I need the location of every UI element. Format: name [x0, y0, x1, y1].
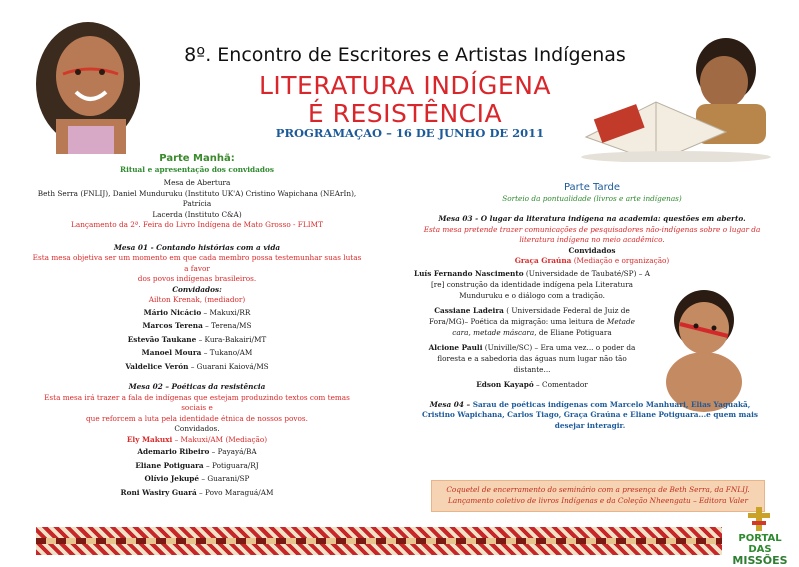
mediator-role: – Makuxi/AM (Mediação) [172, 434, 268, 444]
speaker-talk: distante... [513, 364, 551, 374]
event-title: 8º. Encontro de Escritores e Artistas Indígenas [184, 44, 626, 66]
guest-name: Olívio Jekupé [144, 474, 200, 483]
guest-row [32, 459, 362, 473]
indigenous-pattern-border [36, 527, 722, 555]
guest-row [32, 333, 362, 347]
guest-row [32, 486, 362, 500]
guest-row [32, 346, 362, 360]
mesa04-line2: Cristino Wapichana, Carlos Tiago, Graça Graúna e Eliane Potiguara...e quem mais [422, 410, 758, 419]
speaker-name: Cassiane Ladeira [434, 305, 504, 315]
speaker-talk: Munduruku e o diálogo com a tradição. [459, 290, 605, 300]
afternoon-section [412, 183, 772, 431]
guest-people: – Payayá/BA [209, 447, 257, 456]
mesa04-line3: desejar interagir. [554, 420, 626, 430]
speaker-affiliation: ( Universidade Federal de Juiz de [503, 305, 630, 315]
mesa02-desc-1: Esta mesa irá trazer a fala de indígenas que estejam produzindo textos com temas sociais e [44, 392, 350, 412]
cross-icon [726, 505, 794, 533]
speaker-name: Alcione Pauli [428, 342, 483, 352]
speaker-talk: [re] construção da identidade indígena pela Literatura [430, 279, 634, 289]
mesa04 [412, 400, 768, 432]
guest-people: – Tukano/AM [201, 348, 253, 357]
guest-name: Valdelice Verón [125, 361, 189, 371]
mesa03-speakers [412, 268, 652, 390]
guest-row [32, 306, 362, 320]
speaker-talk-title: cara, metade máscara [452, 327, 535, 337]
guest-name: Mário Nicácio [143, 307, 202, 317]
speaker-affiliation: (Universidade de Taubaté/SP) – A [523, 268, 650, 278]
guest-name: Eliane Potiguara [135, 460, 204, 470]
mesa03-mediator [412, 256, 772, 267]
speaker-talk: floresta e a sabedoria das águas num lugar não tão [437, 353, 627, 363]
morning-title: Parte Manhã: [159, 153, 235, 164]
speaker-talk: Fora/MG)– Poética da migração: uma leitura de [429, 316, 607, 326]
speaker-talk-title: Metade [606, 316, 635, 326]
mesa01-guest-list [32, 306, 362, 374]
portal-das-missoes-logo [726, 505, 794, 567]
mesa03-title: Mesa 03 - O lugar da literatura indígena na academia: questões em aberto. [438, 214, 746, 223]
speaker-role: – Comentador [533, 379, 588, 389]
mediator-name: Graça Graúna [514, 256, 572, 265]
mesa04-label: Mesa 04 – [429, 399, 473, 409]
mesa02-mediator [32, 435, 362, 446]
mesa02-guests-label: Convidados. [174, 424, 220, 433]
closing-box [431, 480, 765, 512]
guest-people: – Potiguara/RJ [203, 460, 259, 470]
guest-people: – Kura-Bakairi/MT [196, 334, 267, 344]
guest-row [32, 445, 362, 459]
mesa02-title: Mesa 02 – Poéticas da resistência [128, 382, 266, 391]
speaker-name: Luís Fernando Nascimento [414, 268, 524, 278]
opening-table-label: Mesa de Abertura [163, 178, 231, 187]
guest-people: – Makuxi/RR [201, 307, 251, 317]
speaker-name: Edson Kayapó [476, 379, 534, 389]
mediator-role: (Mediação e organização) [571, 256, 670, 265]
speaker-luis [412, 268, 652, 301]
guest-row [32, 319, 362, 333]
speaker-affiliation: (Univille/SC) – Era uma vez... o poder da [482, 342, 636, 352]
guest-people: – Povo Maraguá/AM [196, 487, 274, 497]
theme-title [200, 72, 610, 128]
morning-section [32, 154, 362, 499]
closing-line2: Lançamento coletivo de livros Indígenas e da Coleção Nheengatu – Editora Valer [448, 496, 748, 505]
guest-name: Marcos Terena [142, 321, 203, 330]
theme-title-line1: LITERATURA INDÍGENA [258, 71, 552, 100]
guest-name: Ademario Ribeiro [137, 447, 210, 456]
mesa01-desc-2: dos povos indígenas brasileiros. [137, 274, 257, 283]
guest-name: Roni Wasiry Guará [120, 487, 197, 497]
mesa01-desc-1: Esta mesa objetiva ser um momento em que cada membro possa testemunhar suas lutas a favor [32, 253, 362, 273]
theme-title-line2: É RESISTÊNCIA [307, 99, 503, 128]
guest-people: – Guarani Kaiová/MS [188, 361, 269, 371]
guest-name: Manoel Moura [141, 348, 202, 357]
logo-line1: PORTAL DAS [738, 533, 782, 555]
closing-line1: Coquetel de encerramento do seminário com a presença de Beth Serra, da FNLIJ. [446, 485, 750, 494]
opening-names-1: Beth Serra (FNLIJ), Daniel Munduruku (Instituto UK'A) Cristino Wapichana (NEArIn), Patrícia [37, 188, 357, 208]
mediator-name: Ely Makuxi [126, 434, 173, 444]
speaker-cassiane [412, 305, 652, 338]
guest-people: – Terena/MS [202, 321, 252, 330]
fair-launch: Lançamento da 2ª. Feira do Livro Indígena de Mato Grosso - FLIMT [71, 220, 323, 229]
mesa02-guest-list [32, 445, 362, 499]
ritual-line: Ritual e apresentação dos convidados [120, 164, 274, 174]
mesa01-guests-label: Convidados: [172, 284, 222, 294]
mesa03-desc-2: literatura indígena no meio acadêmico. [519, 235, 665, 244]
mesa03-guests-label: Convidados [568, 245, 616, 255]
mesa02-desc-2: que reforcem a luta pela identidade étnica de nossos povos. [86, 413, 308, 423]
mesa01-title: Mesa 01 - Contando histórias com a vida [113, 242, 281, 252]
guest-row [32, 360, 362, 374]
mesa04-line1: Sarau de poéticas indígenas com Marcelo Manhuari, Elias Yaguakã, [472, 399, 751, 409]
guest-row [32, 472, 362, 486]
guest-name: Estevão Taukane [127, 334, 197, 344]
mesa03-desc-1: Esta mesa pretende trazer comunicações de pesquisadores não-indígenas sobre o lugar da [423, 224, 761, 234]
sorteio-line: Sorteio da pontualidade (livros e arte indígenas) [502, 193, 682, 203]
program-date: PROGRAMAÇAO – 16 DE JUNHO DE 2011 [275, 126, 545, 140]
afternoon-title: Parte Tarde [563, 182, 621, 193]
mesa01-mediator: Ailton Krenak, (mediador) [148, 295, 246, 304]
girl-photo [28, 14, 148, 154]
commentator [412, 379, 652, 390]
logo-line2: MISSÕES [732, 554, 788, 567]
guest-people: – Guarani/SP [199, 474, 250, 483]
opening-names-2: Lacerda (Instituto C&A) [152, 209, 242, 219]
speaker-alcione [412, 342, 652, 375]
speaker-talk: , de Eliane Potiguara [534, 327, 612, 337]
